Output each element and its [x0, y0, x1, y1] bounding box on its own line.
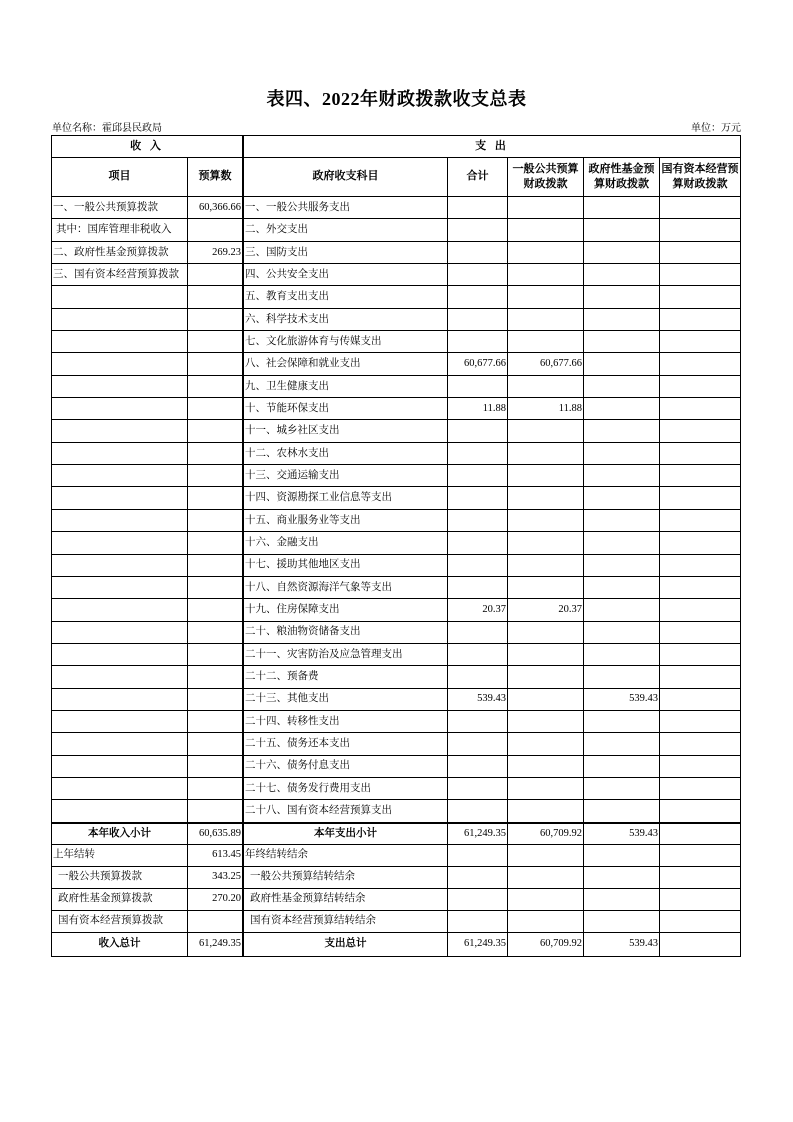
income-budget-cell: 613.45 [188, 845, 244, 867]
expense-total-cell [448, 911, 508, 933]
income-budget-cell [188, 532, 244, 554]
income-item-cell: 其中：国库管理非税收入 [52, 219, 188, 241]
income-item-cell [52, 376, 188, 398]
expense-total-cell: 61,249.35 [448, 933, 508, 956]
expense-subject-cell: 二十六、债务付息支出 [244, 756, 448, 778]
state-capital-budget-cell [660, 577, 740, 599]
expense-total-cell [448, 465, 508, 487]
expense-total-cell [448, 264, 508, 286]
income-item-cell [52, 309, 188, 331]
expense-subject-cell: 九、卫生健康支出 [244, 376, 448, 398]
expense-subject-cell: 支出总计 [244, 933, 448, 956]
item-column-header: 项目 [52, 158, 188, 197]
income-item-cell [52, 532, 188, 554]
expense-subject-cell: 十六、金融支出 [244, 532, 448, 554]
government-fund-budget-cell [584, 420, 660, 442]
expense-subject-cell: 二十一、灾害防治及应急管理支出 [244, 644, 448, 666]
income-item-cell [52, 398, 188, 420]
expense-total-cell [448, 242, 508, 264]
general-public-budget-cell [508, 577, 584, 599]
income-budget-cell [188, 465, 244, 487]
general-public-budget-cell [508, 666, 584, 688]
income-item-cell [52, 689, 188, 711]
government-fund-budget-cell [584, 733, 660, 755]
expense-total-cell [448, 376, 508, 398]
expense-total-cell [448, 577, 508, 599]
general-public-budget-cell: 60,677.66 [508, 353, 584, 375]
expense-total-cell [448, 532, 508, 554]
income-item-cell [52, 733, 188, 755]
expense-subject-cell: 二十四、转移性支出 [244, 711, 448, 733]
state-capital-budget-cell [660, 666, 740, 688]
expense-subject-cell: 政府性基金预算结转结余 [244, 889, 448, 911]
income-budget-cell: 60,635.89 [188, 823, 244, 845]
state-capital-budget-cell [660, 487, 740, 509]
income-item-cell: 三、国有资本经营预算拨款 [52, 264, 188, 286]
expense-subject-cell: 七、文化旅游体育与传媒支出 [244, 331, 448, 353]
income-item-cell [52, 778, 188, 800]
income-budget-cell [188, 487, 244, 509]
income-item-cell [52, 644, 188, 666]
government-fund-budget-cell [584, 376, 660, 398]
general-public-budget-cell [508, 487, 584, 509]
expense-total-cell [448, 800, 508, 822]
expense-total-cell: 20.37 [448, 599, 508, 621]
general-public-budget-cell [508, 242, 584, 264]
income-budget-cell [188, 911, 244, 933]
general-public-budget-cell [508, 689, 584, 711]
general-public-budget-cell [508, 644, 584, 666]
government-fund-budget-cell: 539.43 [584, 933, 660, 956]
expense-total-cell: 11.88 [448, 398, 508, 420]
expense-subject-cell: 四、公共安全支出 [244, 264, 448, 286]
government-fund-budget-cell [584, 331, 660, 353]
general-public-budget-cell: 60,709.92 [508, 933, 584, 956]
government-fund-budget-cell [584, 465, 660, 487]
expense-total-cell [448, 733, 508, 755]
expense-subject-cell: 二十七、债务发行费用支出 [244, 778, 448, 800]
general-public-budget-cell [508, 309, 584, 331]
expense-subject-cell: 十三、交通运输支出 [244, 465, 448, 487]
income-budget-cell [188, 689, 244, 711]
government-fund-budget-cell: 539.43 [584, 689, 660, 711]
general-public-budget-cell: 20.37 [508, 599, 584, 621]
general-public-budget-cell [508, 622, 584, 644]
government-fund-budget-cell [584, 778, 660, 800]
government-fund-budget-cell [584, 309, 660, 331]
government-fund-budget-cell [584, 353, 660, 375]
income-item-cell [52, 800, 188, 822]
expense-subject-cell: 一般公共预算结转结余 [244, 867, 448, 889]
government-fund-budget-cell [584, 510, 660, 532]
state-capital-budget-cell [660, 933, 740, 956]
government-fund-budget-cell [584, 197, 660, 219]
general-public-budget-cell: 11.88 [508, 398, 584, 420]
expense-subject-cell: 十七、援助其他地区支出 [244, 555, 448, 577]
government-fund-budget-cell [584, 242, 660, 264]
expense-subject-cell: 十八、自然资源海洋气象等支出 [244, 577, 448, 599]
government-fund-budget-cell [584, 219, 660, 241]
state-capital-budget-cell [660, 197, 740, 219]
state-capital-budget-cell [660, 911, 740, 933]
expense-subject-cell: 二、外交支出 [244, 219, 448, 241]
general-public-budget-cell [508, 778, 584, 800]
income-budget-cell: 269.23 [188, 242, 244, 264]
income-item-cell [52, 353, 188, 375]
state-capital-budget-cell [660, 778, 740, 800]
expense-subject-cell: 六、科学技术支出 [244, 309, 448, 331]
government-fund-budget-cell [584, 800, 660, 822]
income-budget-cell [188, 622, 244, 644]
government-fund-budget-cell [584, 532, 660, 554]
income-budget-cell [188, 711, 244, 733]
income-item-cell: 上年结转 [52, 845, 188, 867]
income-item-cell: 国有资本经营预算拨款 [52, 911, 188, 933]
income-budget-cell [188, 331, 244, 353]
expense-total-cell [448, 309, 508, 331]
income-budget-cell: 61,249.35 [188, 933, 244, 956]
state-capital-budget-cell [660, 264, 740, 286]
general-public-budget-cell [508, 733, 584, 755]
income-item-cell: 政府性基金预算拨款 [52, 889, 188, 911]
state-capital-budget-cell [660, 219, 740, 241]
expense-total-cell [448, 197, 508, 219]
income-item-cell: 本年收入小计 [52, 823, 188, 845]
expense-total-cell [448, 286, 508, 308]
state-capital-budget-cell [660, 800, 740, 822]
income-expense-table [51, 135, 741, 957]
expense-total-cell [448, 443, 508, 465]
expense-subject-cell: 十四、资源勘探工业信息等支出 [244, 487, 448, 509]
state-capital-budget-cell [660, 823, 740, 845]
expense-subject-cell: 二十五、债务还本支出 [244, 733, 448, 755]
income-item-cell [52, 711, 188, 733]
state-capital-budget-cell [660, 465, 740, 487]
general-public-budget-cell [508, 219, 584, 241]
income-header: 收 入 [52, 136, 244, 158]
general-public-budget-cell [508, 845, 584, 867]
total-column-header: 合计 [448, 158, 508, 197]
expense-subject-cell: 八、社会保障和就业支出 [244, 353, 448, 375]
income-item-cell [52, 465, 188, 487]
expense-total-cell [448, 219, 508, 241]
government-fund-budget-cell [584, 398, 660, 420]
expense-total-cell [448, 622, 508, 644]
general-public-budget-cell [508, 264, 584, 286]
income-item-cell [52, 331, 188, 353]
general-public-budget-cell [508, 867, 584, 889]
income-item-cell [52, 756, 188, 778]
income-budget-cell [188, 420, 244, 442]
expense-total-cell [448, 778, 508, 800]
state-capital-budget-cell [660, 376, 740, 398]
general-public-budget-cell [508, 465, 584, 487]
expense-subject-cell: 十九、住房保障支出 [244, 599, 448, 621]
government-fund-budget-cell [584, 911, 660, 933]
income-budget-cell: 343.25 [188, 867, 244, 889]
expense-header: 支 出 [244, 136, 740, 158]
government-fund-budget-cell [584, 555, 660, 577]
income-item-cell [52, 666, 188, 688]
income-item-cell: 一般公共预算拨款 [52, 867, 188, 889]
state-capital-budget-cell [660, 711, 740, 733]
income-budget-cell [188, 644, 244, 666]
expense-total-cell: 60,677.66 [448, 353, 508, 375]
state-capital-budget-column-header: 国有资本经营预 算财政拨款 [660, 158, 740, 197]
income-item-cell: 收入总计 [52, 933, 188, 956]
income-item-cell [52, 510, 188, 532]
government-fund-budget-cell: 539.43 [584, 823, 660, 845]
general-public-budget-cell [508, 443, 584, 465]
income-budget-cell [188, 443, 244, 465]
income-budget-cell: 270.20 [188, 889, 244, 911]
general-public-budget-cell [508, 376, 584, 398]
expense-total-cell [448, 756, 508, 778]
expense-total-cell [448, 420, 508, 442]
expense-total-cell [448, 889, 508, 911]
income-item-cell [52, 420, 188, 442]
state-capital-budget-cell [660, 510, 740, 532]
income-item-cell [52, 622, 188, 644]
state-capital-budget-cell [660, 353, 740, 375]
expense-subject-cell: 二十、粮油物资储备支出 [244, 622, 448, 644]
government-fund-budget-cell [584, 264, 660, 286]
state-capital-budget-cell [660, 242, 740, 264]
income-budget-cell [188, 555, 244, 577]
income-budget-cell [188, 219, 244, 241]
income-item-cell [52, 286, 188, 308]
government-fund-budget-column-header: 政府性基金预 算财政拨款 [584, 158, 660, 197]
government-fund-budget-cell [584, 889, 660, 911]
expense-total-cell [448, 711, 508, 733]
government-fund-budget-cell [584, 666, 660, 688]
general-public-budget-cell [508, 911, 584, 933]
income-item-cell [52, 443, 188, 465]
government-fund-budget-cell [584, 845, 660, 867]
state-capital-budget-cell [660, 644, 740, 666]
expense-subject-cell: 十二、农林水支出 [244, 443, 448, 465]
government-fund-budget-cell [584, 867, 660, 889]
government-fund-budget-cell [584, 756, 660, 778]
income-budget-cell [188, 800, 244, 822]
income-item-cell: 二、政府性基金预算拨款 [52, 242, 188, 264]
general-public-budget-cell [508, 555, 584, 577]
expense-total-cell [448, 555, 508, 577]
expense-total-cell: 61,249.35 [448, 823, 508, 845]
expense-subject-cell: 二十八、国有资本经营预算支出 [244, 800, 448, 822]
expense-subject-cell: 五、教育支出支出 [244, 286, 448, 308]
general-public-budget-column-header: 一般公共预算 财政拨款 [508, 158, 584, 197]
income-budget-cell [188, 666, 244, 688]
government-fund-budget-cell [584, 443, 660, 465]
government-fund-budget-cell [584, 487, 660, 509]
expense-total-cell [448, 487, 508, 509]
income-budget-cell: 60,366.66 [188, 197, 244, 219]
expense-total-cell [448, 666, 508, 688]
income-budget-cell [188, 286, 244, 308]
general-public-budget-cell [508, 286, 584, 308]
general-public-budget-cell [508, 889, 584, 911]
income-budget-cell [188, 510, 244, 532]
expense-subject-cell: 三、国防支出 [244, 242, 448, 264]
state-capital-budget-cell [660, 845, 740, 867]
government-fund-budget-cell [584, 286, 660, 308]
income-budget-cell [188, 376, 244, 398]
state-capital-budget-cell [660, 599, 740, 621]
income-item-cell: 一、一般公共预算拨款 [52, 197, 188, 219]
expense-subject-cell: 国有资本经营预算结转结余 [244, 911, 448, 933]
income-budget-cell [188, 398, 244, 420]
expense-total-cell [448, 867, 508, 889]
expense-subject-cell: 二十二、预备费 [244, 666, 448, 688]
expense-total-cell [448, 331, 508, 353]
income-budget-cell [188, 756, 244, 778]
state-capital-budget-cell [660, 331, 740, 353]
general-public-budget-cell [508, 420, 584, 442]
subject-column-header: 政府收支科目 [244, 158, 448, 197]
expense-subject-cell: 二十三、其他支出 [244, 689, 448, 711]
general-public-budget-cell [508, 197, 584, 219]
government-fund-budget-cell [584, 711, 660, 733]
state-capital-budget-cell [660, 398, 740, 420]
general-public-budget-cell [508, 756, 584, 778]
income-budget-cell [188, 353, 244, 375]
expense-subject-cell: 年终结转结余 [244, 845, 448, 867]
expense-subject-cell: 十、节能环保支出 [244, 398, 448, 420]
income-budget-cell [188, 733, 244, 755]
state-capital-budget-cell [660, 867, 740, 889]
general-public-budget-cell [508, 510, 584, 532]
general-public-budget-cell: 60,709.92 [508, 823, 584, 845]
income-budget-cell [188, 778, 244, 800]
expense-total-cell [448, 510, 508, 532]
government-fund-budget-cell [584, 577, 660, 599]
income-budget-cell [188, 264, 244, 286]
government-fund-budget-cell [584, 599, 660, 621]
state-capital-budget-cell [660, 309, 740, 331]
income-item-cell [52, 599, 188, 621]
income-budget-cell [188, 599, 244, 621]
state-capital-budget-cell [660, 286, 740, 308]
state-capital-budget-cell [660, 689, 740, 711]
income-item-cell [52, 555, 188, 577]
general-public-budget-cell [508, 331, 584, 353]
state-capital-budget-cell [660, 889, 740, 911]
expense-subject-cell: 一、一般公共服务支出 [244, 197, 448, 219]
expense-total-cell [448, 644, 508, 666]
expense-subject-cell: 十一、城乡社区支出 [244, 420, 448, 442]
state-capital-budget-cell [660, 756, 740, 778]
general-public-budget-cell [508, 800, 584, 822]
government-fund-budget-cell [584, 644, 660, 666]
income-item-cell [52, 577, 188, 599]
expense-subject-cell: 本年支出小计 [244, 823, 448, 845]
currency-unit-label: 单位：万元 [691, 123, 741, 134]
budget-column-header: 预算数 [188, 158, 244, 197]
expense-total-cell [448, 845, 508, 867]
income-budget-cell [188, 577, 244, 599]
state-capital-budget-cell [660, 555, 740, 577]
state-capital-budget-cell [660, 532, 740, 554]
expense-subject-cell: 十五、商业服务业等支出 [244, 510, 448, 532]
state-capital-budget-cell [660, 622, 740, 644]
unit-name-label: 单位名称：霍邱县民政局 [52, 123, 162, 134]
state-capital-budget-cell [660, 420, 740, 442]
state-capital-budget-cell [660, 733, 740, 755]
government-fund-budget-cell [584, 622, 660, 644]
income-budget-cell [188, 309, 244, 331]
income-item-cell [52, 487, 188, 509]
general-public-budget-cell [508, 532, 584, 554]
page-title: 表四、2022年财政拨款收支总表 [266, 89, 527, 109]
state-capital-budget-cell [660, 443, 740, 465]
general-public-budget-cell [508, 711, 584, 733]
expense-total-cell: 539.43 [448, 689, 508, 711]
